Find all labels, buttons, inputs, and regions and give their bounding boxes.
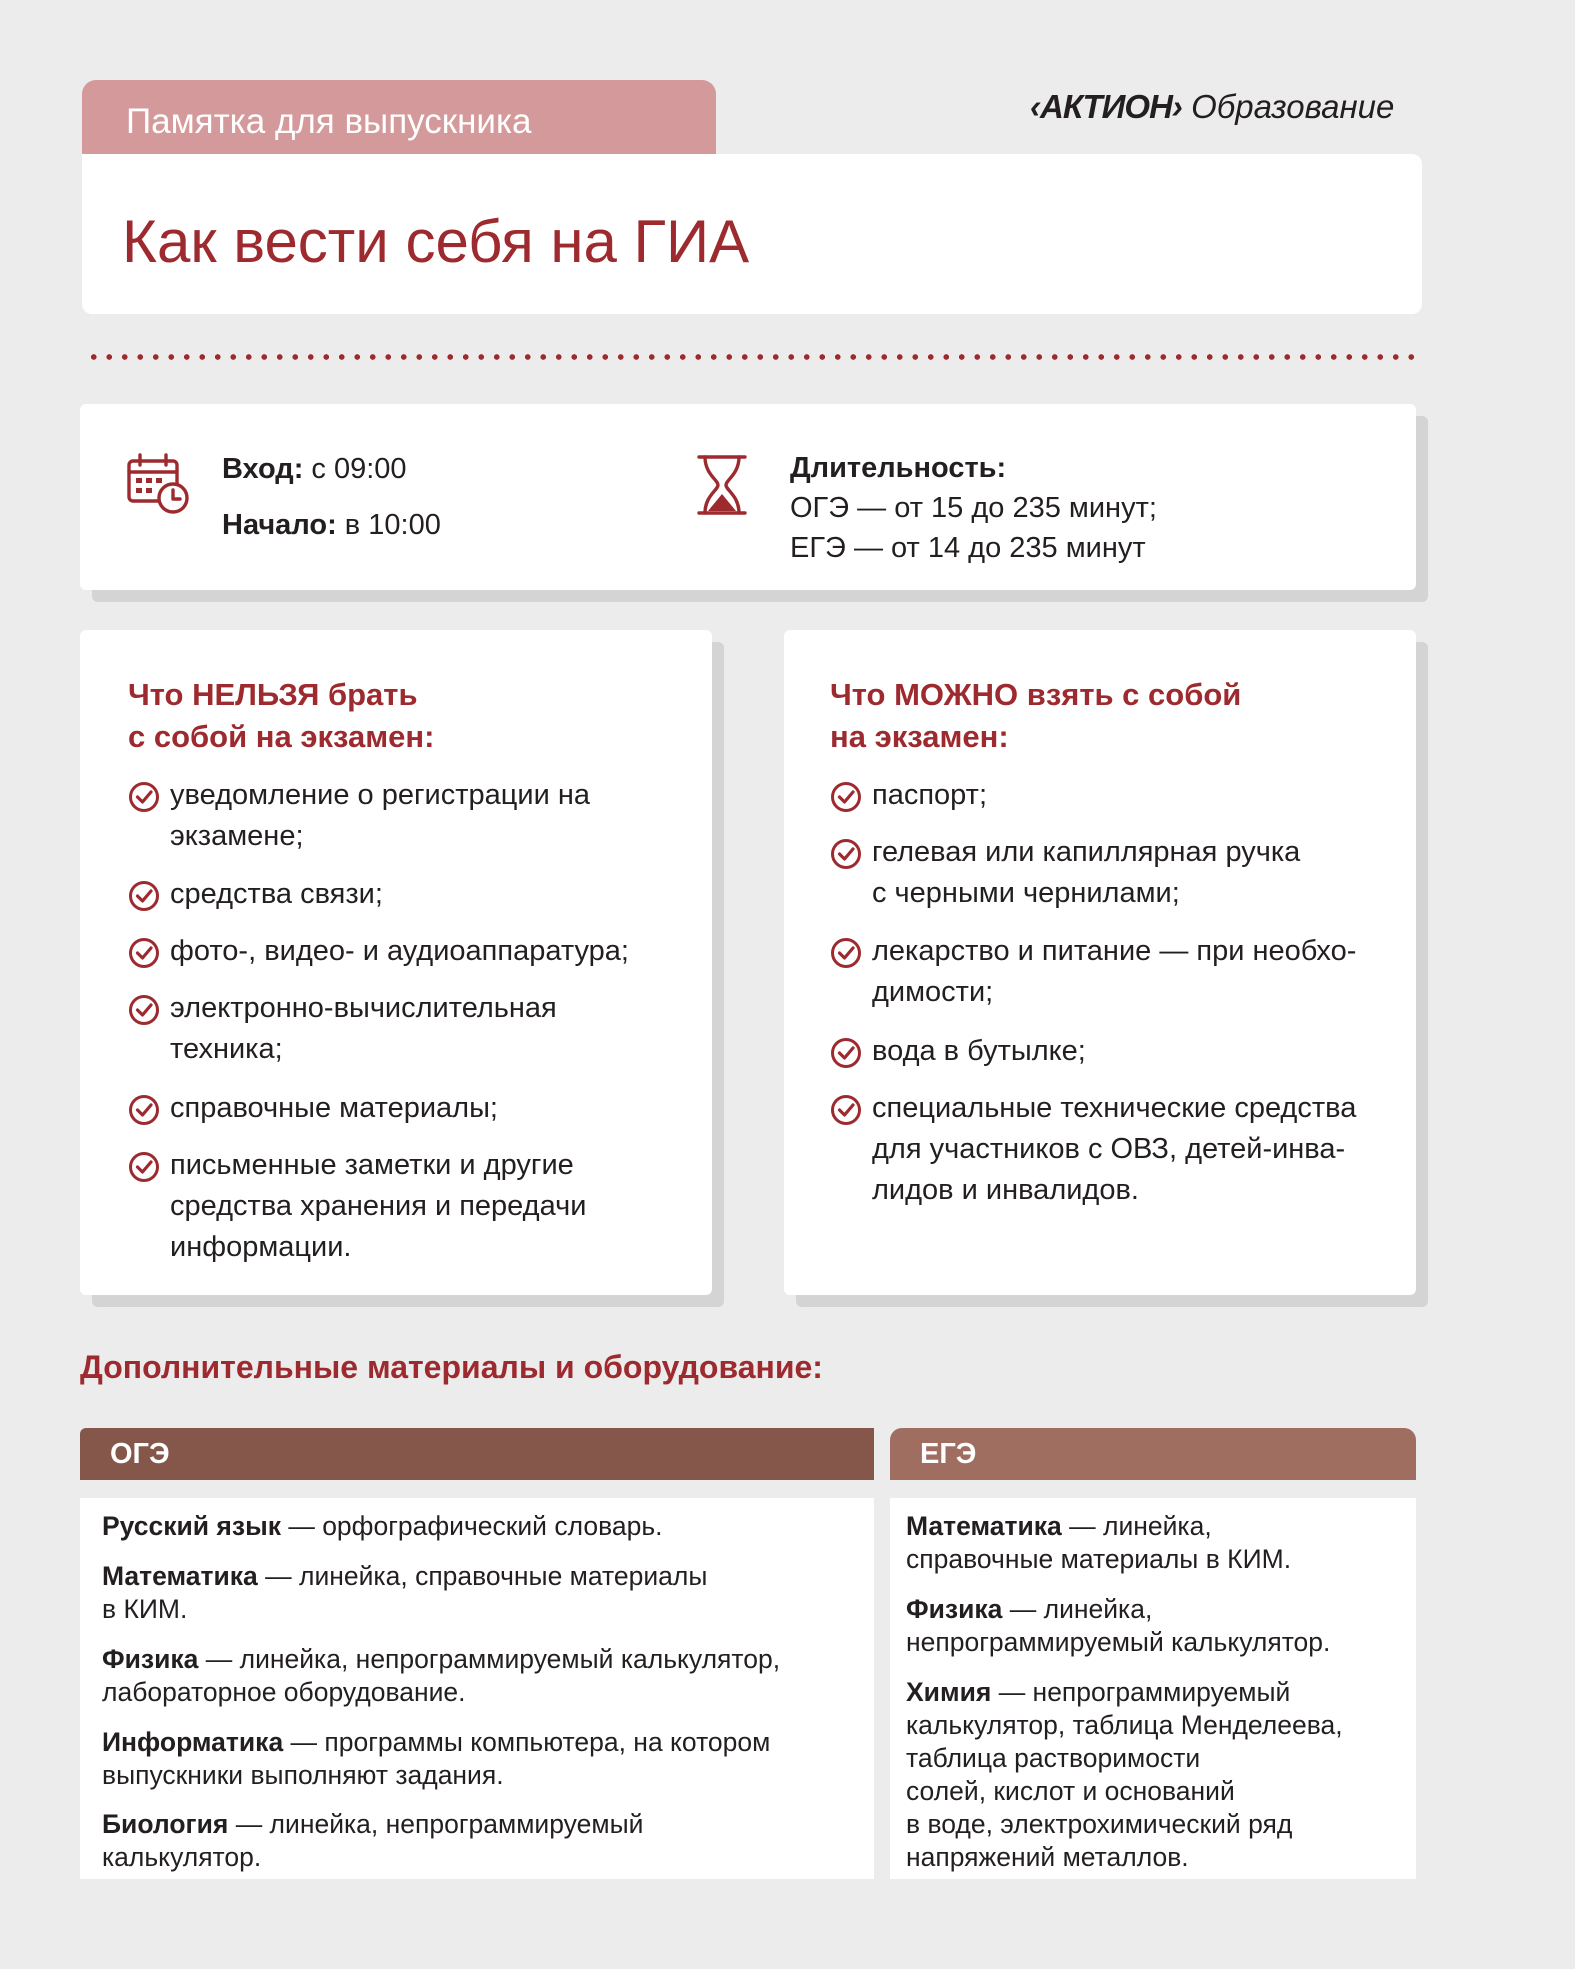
header-tab: [82, 80, 716, 154]
extra-section-title: Дополнительные материалы и оборудование:: [80, 1349, 823, 1385]
forbidden-title-line: с собой на экзамен:: [128, 719, 435, 754]
list-item-line: лекарство и питание — при необхо-: [872, 935, 1357, 967]
subject-entry: [102, 1808, 643, 1874]
page-title: Как вести себя на ГИА: [122, 208, 750, 275]
list-item-line: с черными чернилами;: [872, 877, 1180, 909]
subject-line: [102, 1841, 643, 1874]
entry-value: с 09:00: [303, 453, 407, 485]
subject-text: — линейка, непрограммируемый калькулятор,: [198, 1644, 781, 1674]
list-item: [170, 1088, 498, 1129]
duration-block: [790, 448, 1157, 568]
list-item-line: электронно-вычислительная: [170, 992, 557, 1024]
subject-line: [102, 1676, 780, 1709]
check-circle-icon: [830, 937, 862, 969]
subject-entry: [102, 1643, 780, 1709]
subject-text: — линейка, справочные материалы: [257, 1561, 708, 1591]
subject-name: Математика: [906, 1511, 1062, 1541]
list-item: [872, 832, 1300, 914]
schedule-card: [80, 404, 1416, 590]
check-circle-icon: [128, 1094, 160, 1126]
subject-text: в воде, электрохимический ряд: [906, 1809, 1293, 1839]
list-item: [170, 931, 629, 972]
subject-entry: [906, 1593, 1330, 1659]
subject-line: [906, 1709, 1343, 1742]
subject-line: [906, 1543, 1291, 1576]
hourglass-icon: [696, 454, 748, 516]
allowed-title-line: Что МОЖНО взять с собой: [830, 677, 1242, 712]
subject-entry: [102, 1560, 707, 1626]
list-item-line: уведомление о регистрации на: [170, 779, 590, 811]
duration-oge: ОГЭ — от 15 до 235 минут;: [790, 492, 1157, 524]
subject-text: лабораторное оборудование.: [102, 1677, 466, 1707]
subject-line: [102, 1593, 707, 1626]
check-circle-icon: [128, 937, 160, 969]
list-item-line: средства хранения и передачи: [170, 1190, 587, 1222]
subject-name: Химия: [906, 1677, 992, 1707]
ege-label: ЕГЭ: [920, 1438, 977, 1470]
subject-name: Информатика: [102, 1727, 284, 1757]
subject-text: — линейка, непрограммируемый: [228, 1809, 644, 1839]
check-circle-icon: [830, 1094, 862, 1126]
list-item-line: вода в бутылке;: [872, 1035, 1086, 1067]
check-circle-icon: [128, 994, 160, 1026]
list-item: [170, 874, 383, 915]
subject-text: в КИМ.: [102, 1594, 188, 1624]
subject-text: непрограммируемый калькулятор.: [906, 1627, 1331, 1657]
subject-line: [906, 1742, 1343, 1775]
allowed-title-line: на экзамен:: [830, 719, 1009, 754]
subject-line: [906, 1808, 1343, 1841]
subject-text: выпускники выполняют задания.: [102, 1760, 504, 1790]
list-item-line: техника;: [170, 1033, 283, 1065]
subject-line: [102, 1759, 770, 1792]
list-item: [872, 931, 1356, 1013]
subject-name: Русский язык: [102, 1511, 281, 1541]
list-item-line: паспорт;: [872, 779, 987, 811]
oge-label: ОГЭ: [110, 1438, 170, 1470]
brand-suffix: Образование: [1181, 88, 1395, 125]
subject-text: справочные материалы в КИМ.: [906, 1544, 1292, 1574]
dotted-divider: [86, 354, 1416, 360]
subject-text: — орфографический словарь.: [280, 1511, 663, 1541]
list-item-line: для участников с ОВЗ, детей-инва-: [872, 1133, 1346, 1165]
entry-time: [222, 449, 407, 489]
subject-line: [906, 1510, 1291, 1543]
subject-text: солей, кислот и оснований: [906, 1776, 1235, 1806]
subject-entry: [906, 1676, 1343, 1874]
subject-name: Физика: [102, 1644, 199, 1674]
brand-name: ‹АКТИОН›: [1030, 88, 1182, 125]
list-item: [170, 988, 557, 1070]
subject-text: калькулятор.: [102, 1842, 262, 1872]
list-item: [170, 775, 590, 857]
entry-label: Вход:: [222, 453, 304, 485]
subject-line: [102, 1726, 770, 1759]
list-item-line: фото-, видео- и аудиоаппаратура;: [170, 935, 629, 967]
subject-text: напряжений металлов.: [906, 1842, 1189, 1872]
subject-text: — линейка,: [1002, 1594, 1153, 1624]
subject-line: [102, 1808, 643, 1841]
list-item-line: экзамене;: [170, 820, 304, 852]
subject-name: Математика: [102, 1561, 258, 1591]
list-item-line: средства связи;: [170, 878, 383, 910]
list-item-line: справочные материалы;: [170, 1092, 498, 1124]
list-item: [872, 1088, 1356, 1211]
ege-band: [890, 1428, 1416, 1480]
check-circle-icon: [830, 838, 862, 870]
subject-text: калькулятор, таблица Менделеева,: [906, 1710, 1343, 1740]
brand-logo: [1030, 86, 1420, 128]
duration-label: Длительность:: [790, 452, 1007, 484]
list-item-line: информации.: [170, 1231, 352, 1263]
list-item-line: гелевая или капиллярная ручка: [872, 836, 1301, 868]
subject-entry: [102, 1510, 663, 1543]
subject-line: [102, 1560, 707, 1593]
subject-line: [906, 1841, 1343, 1874]
subject-line: [102, 1643, 780, 1676]
check-circle-icon: [830, 1037, 862, 1069]
calendar-clock-icon: [126, 452, 194, 516]
list-item-line: лидов и инвалидов.: [872, 1174, 1139, 1206]
subject-name: Физика: [906, 1594, 1003, 1624]
start-label: Начало:: [222, 509, 337, 541]
check-circle-icon: [128, 1151, 160, 1183]
subject-entry: [102, 1726, 770, 1792]
list-item-line: специальные технические средства: [872, 1092, 1357, 1124]
subject-line: [906, 1626, 1330, 1659]
subject-entry: [906, 1510, 1291, 1576]
subject-text: — программы компьютера, на котором: [283, 1727, 771, 1757]
check-circle-icon: [128, 880, 160, 912]
check-circle-icon: [128, 781, 160, 813]
list-item: [872, 775, 987, 816]
subject-line: [906, 1676, 1343, 1709]
list-item-line: димости;: [872, 976, 994, 1008]
subject-text: — линейка,: [1061, 1511, 1212, 1541]
forbidden-title: [128, 674, 434, 758]
subject-text: таблица растворимости: [906, 1743, 1201, 1773]
forbidden-title-line: Что НЕЛЬЗЯ брать: [128, 677, 418, 712]
check-circle-icon: [830, 781, 862, 813]
allowed-title: [830, 674, 1241, 758]
list-item: [170, 1145, 586, 1268]
start-time: [222, 505, 441, 545]
list-item-line: письменные заметки и другие: [170, 1149, 574, 1181]
oge-band: [80, 1428, 874, 1480]
duration-ege: ЕГЭ — от 14 до 235 минут: [790, 532, 1146, 564]
subject-line: [102, 1510, 663, 1543]
subject-text: — непрограммируемый: [991, 1677, 1291, 1707]
start-value: в 10:00: [336, 509, 441, 541]
subject-line: [906, 1593, 1330, 1626]
subject-line: [906, 1775, 1343, 1808]
list-item: [872, 1031, 1086, 1072]
subject-name: Биология: [102, 1809, 229, 1839]
tab-label: Памятка для выпускника: [126, 102, 532, 141]
